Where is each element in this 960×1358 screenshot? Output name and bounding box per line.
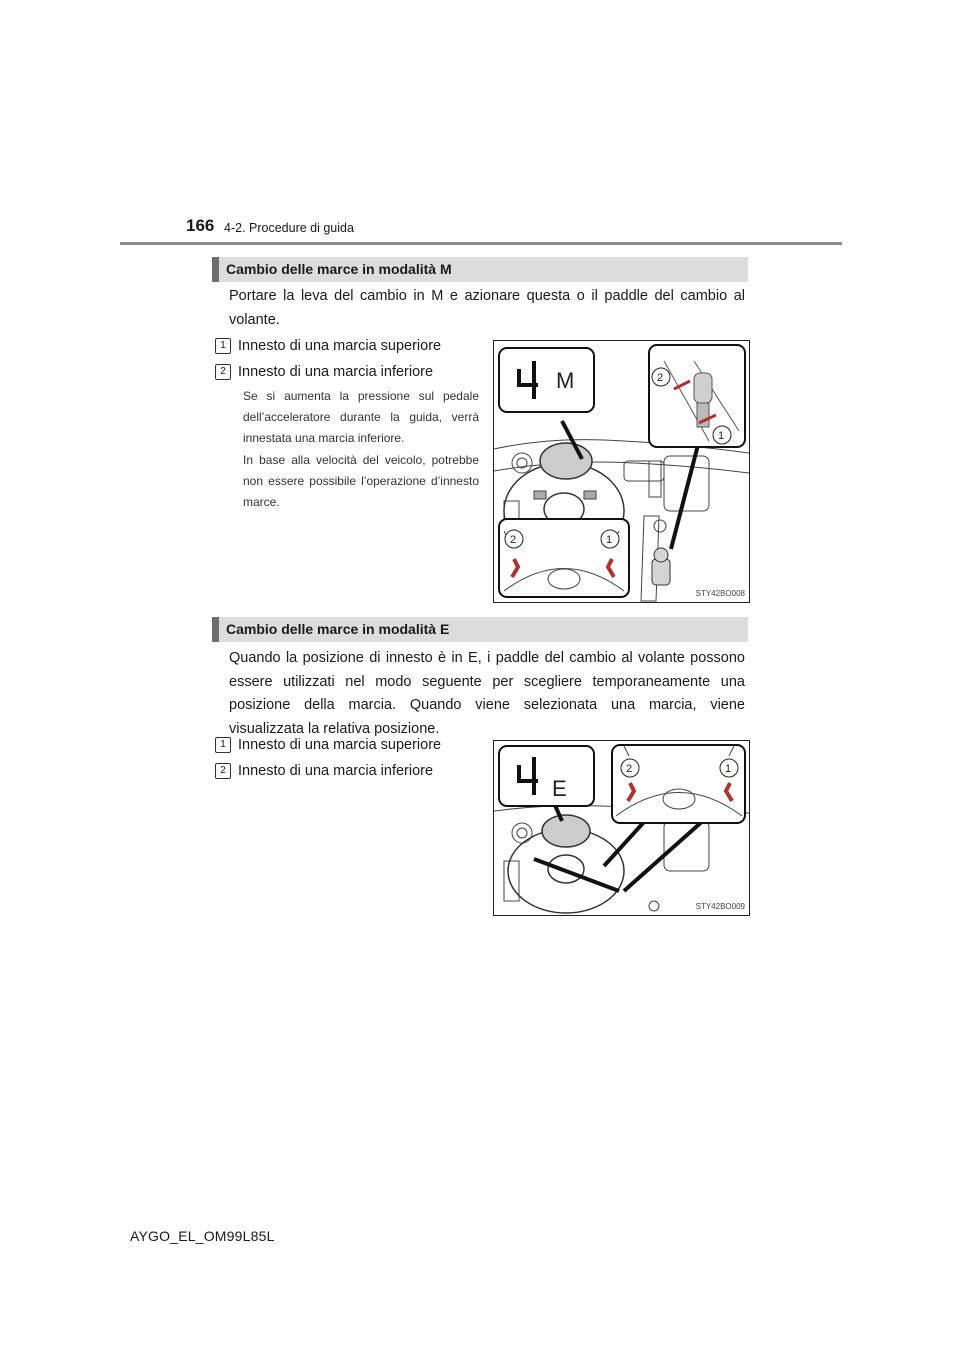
note-kickdown: Se si aumenta la pressione sul pedale dell’acceleratore durante la guida, verrà innestata una marcia inferiore. [243,389,479,445]
page-number: 166 [186,216,215,235]
section-e-heading: Cambio delle marce in modalità E [212,617,748,642]
figure-e-code: STY42BO009 [695,902,745,911]
figure-m-code: STY42BO008 [695,589,745,598]
svg-text:2: 2 [510,534,517,546]
section-reference: 4-2. Procedure di guida [224,221,354,235]
step-1-icon: 1 [215,338,231,354]
figure-e-mode [493,740,750,916]
figure-m-mode [493,340,750,603]
list-item [215,735,441,755]
item-label: Innesto di una marcia inferiore [238,364,434,381]
svg-text:1: 1 [718,430,725,442]
svg-text:2: 2 [657,372,664,384]
figure-m-mode-letter: M [556,368,575,393]
svg-text:1: 1 [606,534,613,546]
list-item [215,761,433,781]
section-m-heading: Cambio delle marce in modalità M [212,257,748,282]
step-1-icon: 1 [215,737,231,753]
list-item [215,336,441,356]
figure-e-mode-letter: E [552,776,567,801]
step-2-icon: 2 [215,763,231,779]
figure-e-drawing [494,741,749,915]
svg-text:2: 2 [626,763,633,775]
item-label: Innesto di una marcia superiore [238,338,442,355]
svg-text:1: 1 [725,763,732,775]
item-label: Innesto di una marcia superiore [238,737,442,754]
header-rule [120,242,842,245]
section-e-intro: Quando la posizione di innesto è in E, i paddle del cambio al volante possono essere utilizzati nel modo seguente per scegliere temporaneamente una posizione della marcia. Quando viene selezionata una marcia, viene visualizzata la relativa posizione. [229,650,745,737]
section-m-intro: Portare la leva del cambio in M e azionare questa o il paddle del cambio al volante. [229,288,745,328]
figure-m-drawing [494,341,749,602]
note-speed: In base alla velocità del veicolo, potrebbe non essere possibile l’operazione d’innesto marce. [243,453,479,509]
document-id: AYGO_EL_OM99L85L [130,1228,275,1244]
step-2-icon: 2 [215,364,231,380]
item-label: Innesto di una marcia inferiore [238,763,434,780]
list-item [215,362,433,382]
